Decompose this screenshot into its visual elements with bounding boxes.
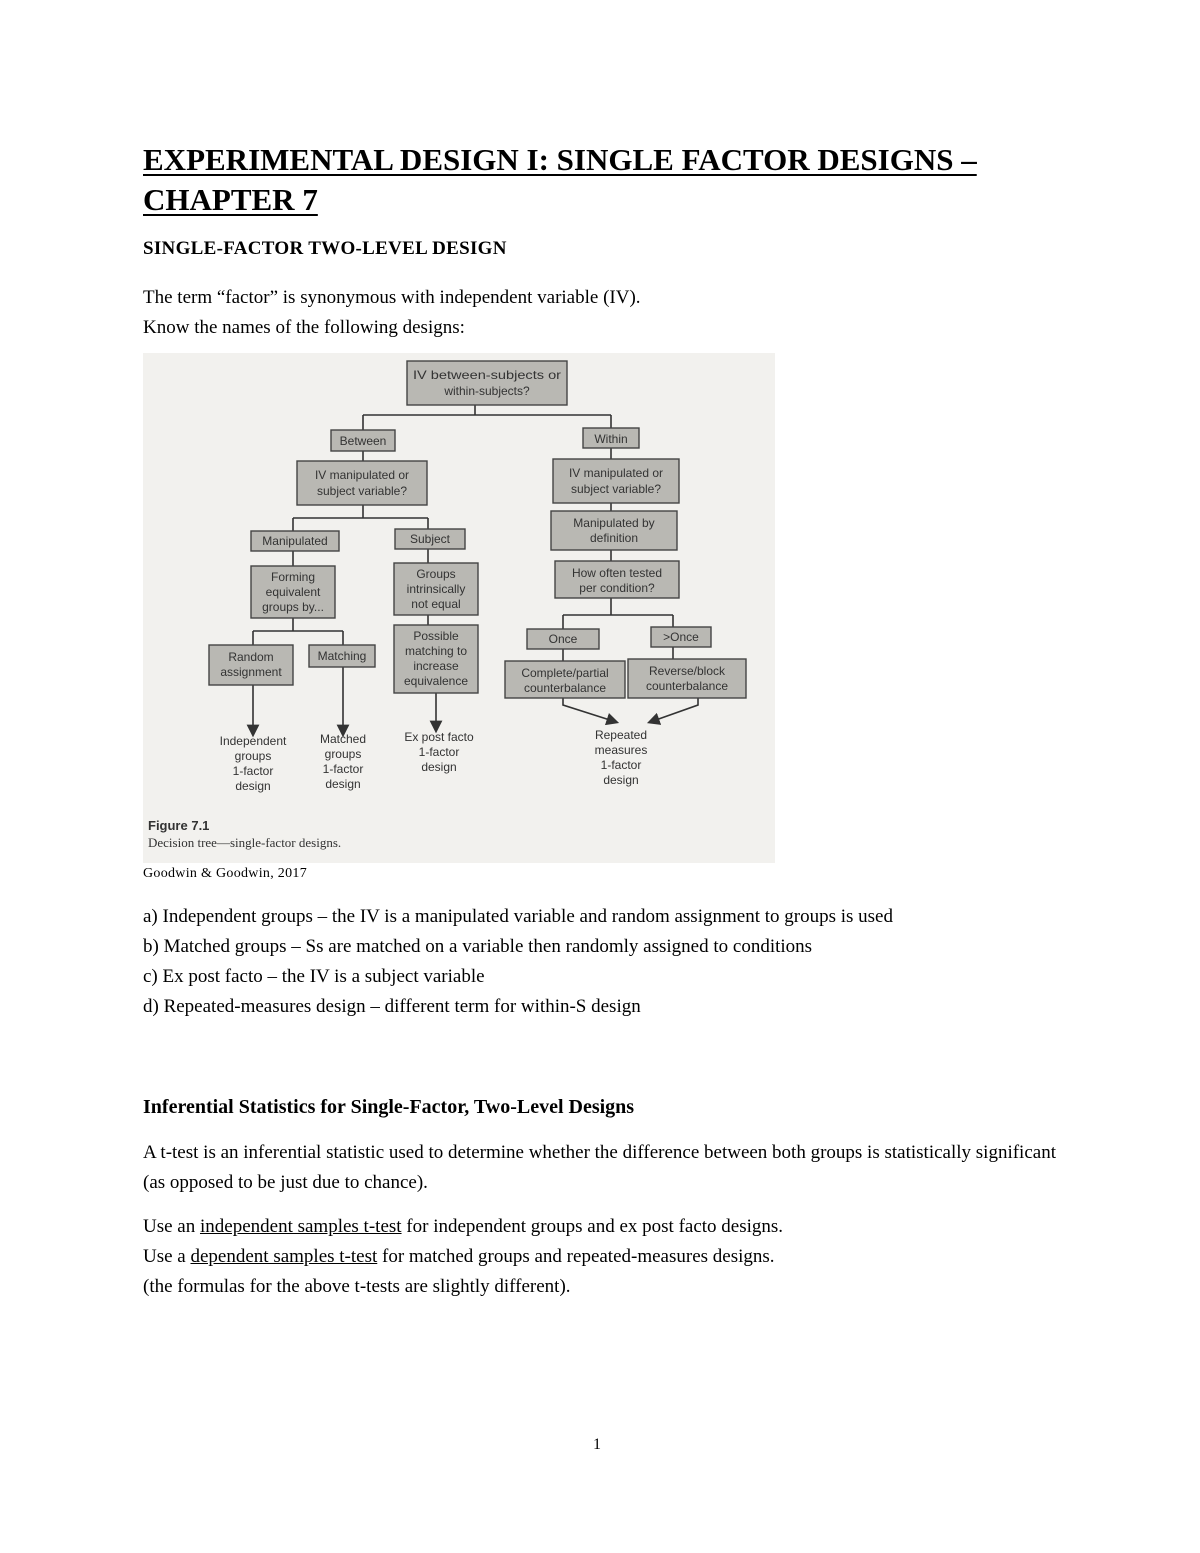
node-root-2: within-subjects?	[444, 384, 530, 398]
node-forming: Forming	[270, 570, 316, 584]
decision-tree-figure	[143, 353, 775, 863]
outcome-matched: Matched	[319, 732, 367, 746]
node-matching: Matching	[317, 649, 367, 663]
figure-credit: Goodwin & Goodwin, 2017	[143, 866, 308, 881]
ttest-line-2-post: for matched groups and repeated-measures designs.	[377, 1246, 775, 1267]
outcome-ex-post-3: design	[421, 760, 457, 774]
design-item-a: a) Independent groups – the IV is a manipulated variable and random assignment to groups is used	[143, 906, 893, 927]
outcome-repeated: Repeated	[594, 728, 648, 742]
figure-caption-label: Figure 7.1	[148, 818, 210, 833]
node-possible-matching-4: equivalence	[403, 674, 469, 688]
outcome-matched-2: groups	[324, 747, 362, 761]
figure-caption-text: Decision tree—single-factor designs.	[148, 835, 342, 850]
ttest-line-2	[143, 1242, 1073, 1272]
intro-line-1: The term “factor” is synonymous with independent variable (IV).	[143, 287, 641, 308]
node-once: Once	[548, 632, 578, 646]
outcome-independent: Independent	[219, 734, 287, 748]
node-subject: Subject	[409, 532, 451, 546]
design-list	[143, 902, 1073, 1022]
design-item-d: d) Repeated-measures design – different term for within-S design	[143, 996, 641, 1017]
intro-paragraph	[143, 283, 1073, 343]
node-complete-partial-2: counterbalance	[523, 681, 607, 695]
design-item-c: c) Ex post facto – the IV is a subject variable	[143, 966, 485, 987]
outcome-independent-2: groups	[234, 749, 272, 763]
node-root: IV between-subjects or	[413, 368, 562, 382]
node-within-q-2: subject variable?	[570, 482, 662, 496]
node-more-once: >Once	[663, 630, 699, 644]
node-groups-unequal-3: not equal	[411, 597, 461, 611]
ttest-line-1	[143, 1212, 1073, 1242]
ttest-line-3: (the formulas for the above t-tests are slightly different).	[143, 1276, 571, 1297]
outcome-repeated-3: 1-factor	[600, 758, 642, 772]
node-between: Between	[339, 434, 387, 448]
node-how-often-2: per condition?	[579, 581, 655, 595]
ttest-usage	[143, 1212, 1073, 1302]
ttest-paragraph: A t-test is an inferential statistic used to determine whether the difference between both groups is statistically significant (as opposed to be just due to chance).	[143, 1142, 1056, 1193]
node-random-2: assignment	[220, 665, 282, 679]
node-within: Within	[594, 432, 628, 446]
node-between-q: IV manipulated or	[314, 468, 410, 482]
page-title: EXPERIMENTAL DESIGN I: SINGLE FACTOR DESIGNS – CHAPTER 7	[143, 142, 977, 217]
dependent-ttest-term: dependent samples t-test	[190, 1246, 378, 1267]
node-groups-unequal-2: intrinsically	[406, 582, 466, 596]
node-how-often: How often tested	[571, 566, 663, 580]
ttest-line-1-pre: Use an	[143, 1216, 200, 1237]
node-possible-matching-2: matching to	[404, 644, 468, 658]
node-complete-partial: Complete/partial	[521, 666, 609, 680]
node-manip-by-def-2: definition	[589, 531, 639, 545]
outcome-repeated-2: measures	[594, 743, 648, 757]
outcome-matched-4: design	[325, 777, 361, 791]
node-random: Random	[228, 650, 274, 664]
outcome-ex-post-2: 1-factor	[418, 745, 460, 759]
independent-ttest-term: independent samples t-test	[199, 1216, 402, 1237]
outcome-matched-3: 1-factor	[322, 762, 364, 776]
outcome-independent-3: 1-factor	[232, 764, 274, 778]
intro-line-2: Know the names of the following designs:	[143, 317, 465, 338]
node-between-q-2: subject variable?	[316, 484, 408, 498]
node-within-q: IV manipulated or	[568, 466, 664, 480]
page-number: 1	[593, 1436, 601, 1453]
node-possible-matching: Possible	[413, 629, 459, 643]
section-heading: SINGLE-FACTOR TWO-LEVEL DESIGN	[143, 238, 507, 259]
outcome-independent-4: design	[235, 779, 271, 793]
outcome-ex-post: Ex post facto	[404, 730, 474, 744]
node-forming-3: groups by...	[262, 600, 324, 614]
node-manipulated: Manipulated	[262, 534, 328, 548]
node-possible-matching-3: increase	[413, 659, 459, 673]
design-item-b: b) Matched groups – Ss are matched on a variable then randomly assigned to conditions	[143, 936, 813, 957]
outcome-repeated-4: design	[603, 773, 639, 787]
node-groups-unequal: Groups	[416, 567, 456, 581]
ttest-line-1-post: for independent groups and ex post facto designs.	[401, 1216, 784, 1237]
node-forming-2: equivalent	[265, 585, 321, 599]
node-reverse-block-2: counterbalance	[645, 679, 729, 693]
ttest-line-2-pre: Use a	[143, 1246, 191, 1267]
inferential-heading: Inferential Statistics for Single-Factor, Two-Level Designs	[143, 1096, 635, 1118]
node-manip-by-def: Manipulated by	[573, 516, 655, 530]
node-reverse-block: Reverse/block	[648, 664, 726, 678]
